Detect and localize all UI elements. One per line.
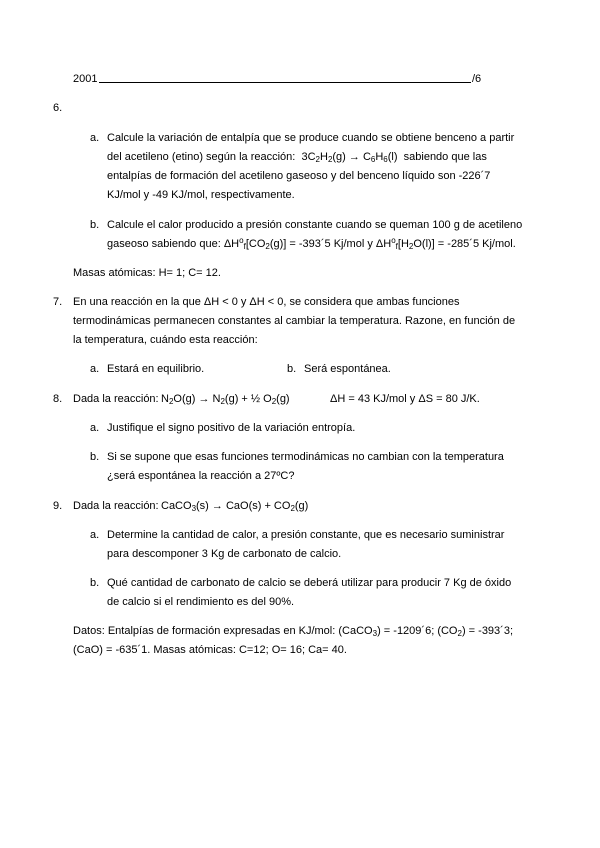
q9-datos-start: Datos: Entalpías de formación expresadas en KJ/mol: [73, 625, 336, 637]
q6-masas: Masas atómicas: H= 1; C= 12. [73, 267, 221, 279]
q6-a-line1: Calcule la variación de entalpía que se produce cuando se obtiene benceno a partir [107, 132, 515, 144]
q6-reaction-formula: $3C_2H_2(g) \to C_6H_6(l)$ [298, 151, 401, 164]
q9-b-label: b. [90, 577, 100, 589]
q8-b-line1: Si se supone que esas funciones termodinámicas no cambian con la temperatura [107, 451, 504, 463]
q8-reaction-formula: $N_2O(g) \to N_2(g)$ + ½ $O_2(g)$ [161, 393, 290, 406]
q9-number: 9. [53, 500, 63, 512]
q7-a-label: a. [90, 363, 100, 375]
q6-b-label: b. [90, 219, 100, 231]
q7-line2: termodinámicas permanecen constantes al cambiar la temperatura. Razone, en función de [73, 315, 516, 327]
q9-b-line2: de calcio si el rendimiento es del 90%. [107, 596, 295, 608]
q9-datos-line1 [73, 624, 513, 638]
header-page: /6 [472, 73, 482, 85]
q8-a-label: a. [90, 422, 100, 434]
q9-datos-v2: = -393´3; [468, 625, 514, 637]
q6-a-line2-tail: sabiendo que las [403, 151, 487, 163]
q7-b-label: b. [287, 363, 297, 375]
q8-lead: Dada la reacción: [73, 393, 159, 405]
q7-line1: En una reacción en la que ΔH < 0 y ΔH < 0, se considera que ambas funciones [73, 296, 460, 308]
q9-a-line2: para descomponer 3 Kg de carbonato de calcio. [107, 548, 342, 560]
q6-b-line2-mid: = -393´5 Kj/mol y [289, 238, 373, 250]
q6-b-line2 [107, 237, 516, 251]
header-underline [99, 82, 471, 83]
q8-a-text: Justifique el signo positivo de la variación entropía. [107, 422, 356, 434]
q9-datos-caco3: (CaCO$_3$) [338, 625, 381, 638]
q9-lead: Dada la reacción: [73, 500, 159, 512]
q7-b-text: Será espontánea. [304, 363, 391, 375]
q6-a-line4: KJ/mol y -49 KJ/mol, respectivamente. [107, 189, 295, 201]
q9-reaction-formula: CaCO$_3$(s) → $CaO(s) + CO_2(g)$ [161, 500, 309, 513]
q7-number: 7. [53, 296, 63, 308]
q6-b-line2-start: gaseoso sabiendo que: [107, 238, 221, 250]
q9-datos-v1: = -1209´6; [383, 625, 435, 637]
q6-a-line2-text: del acetileno (etino) según la reacción: [107, 151, 296, 163]
q9-datos-co2: $(CO_2)$ [437, 625, 466, 638]
q8-b-line2: ¿será espontánea la reacción a 27ºC? [107, 470, 295, 482]
q6-b-formula-h2o: $\Delta H^o_f[H_2O(l)]$ [375, 236, 435, 251]
q9-datos-line2: (CaO) = -635´1. Masas atómicas: C=12; O= 16; Ca= 40. [73, 644, 347, 656]
q8-b-label: b. [90, 451, 100, 463]
q6-a-line3: entalpías de formación del acetileno gaseoso y del benceno líquido son -226´7 [107, 170, 491, 182]
q7-a-text: Estará en equilibrio. [107, 363, 205, 375]
q7-line3: la temperatura, cuándo esta reacción: [73, 334, 258, 346]
q9-b-line1: Qué cantidad de carbonato de calcio se deberá utilizar para producir 7 Kg de óxido [107, 577, 512, 589]
q6-a-label: a. [90, 132, 100, 144]
q9-a-label: a. [90, 529, 100, 541]
header-year: 2001 [73, 73, 98, 85]
q8-thermo: ΔH = 43 KJ/mol y ΔS = 80 J/K. [330, 393, 480, 405]
q8-number: 8. [53, 393, 63, 405]
q6-b-formula-co2: $\Delta H^o_f[CO_2(g)]$ [223, 236, 287, 251]
q6-number: 6. [53, 102, 63, 114]
q6-a-line2 [107, 150, 487, 164]
q9-a-line1: Determine la cantidad de calor, a presión constante, que es necesario suministrar [107, 529, 505, 541]
q6-b-line2-end: = -285´5 Kj/mol. [437, 238, 516, 250]
q6-b-line1: Calcule el calor producido a presión constante cuando se queman 100 g de acetileno [107, 219, 523, 231]
